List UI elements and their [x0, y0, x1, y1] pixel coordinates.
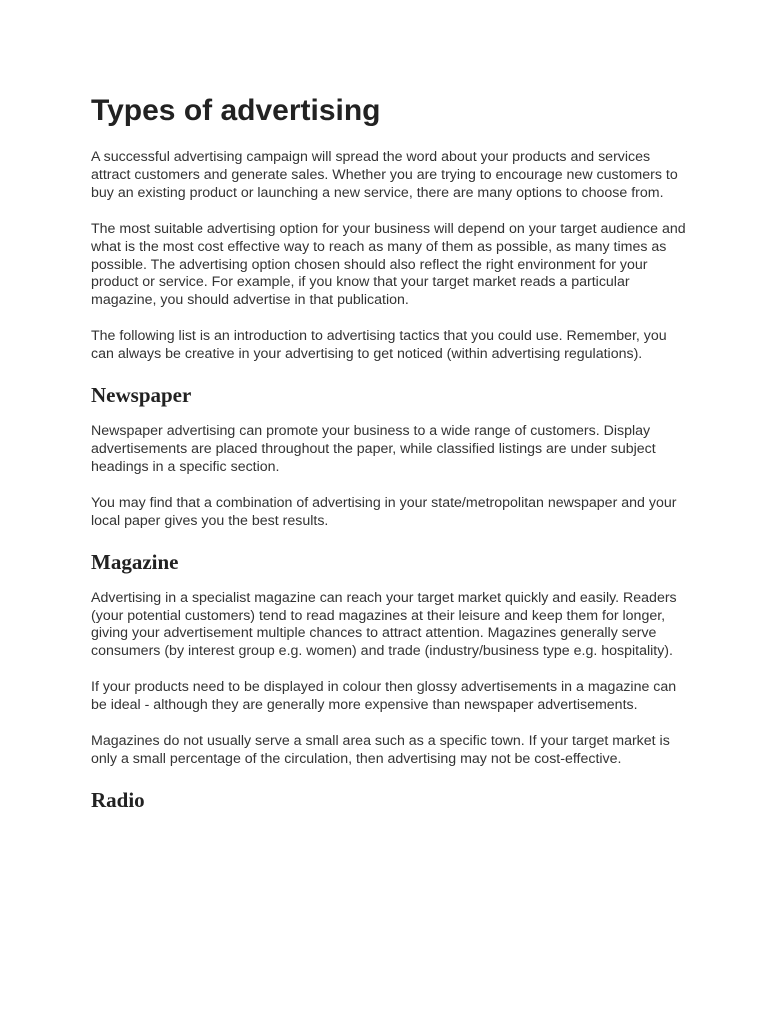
section-heading-newspaper: Newspaper: [91, 383, 192, 408]
intro-paragraph: The most suitable advertising option for your business will depend on your target audience and what is the most cost effective way to reach as many of them as possible, as many times as possible. The advertising option chosen should also reflect the right environment for your product or service. For example, if you know that your target market reads a particular magazine, you should advertise in that publication.: [91, 220, 686, 309]
section-paragraph: If your products need to be displayed in colour then glossy advertisements in a magazine can be ideal - although they are generally more expensive than newspaper advertisements.: [91, 679, 677, 714]
document-page: [91, 93, 691, 813]
intro-paragraph: A successful advertising campaign will spread the word about your products and services attract customers and generate sales. Whether you are trying to encourage new customers to buy an existing product or launching a new service, there are many options to choose from.: [91, 149, 678, 201]
page-title: Types of advertising: [91, 94, 381, 127]
section-paragraph: Advertising in a specialist magazine can reach your target market quickly and easily. Readers (your potential customers) tend to read magazines at their leisure and keep them for longer, giving your advertisement multiple chances to attract attention. Magazines generally serve consumers (by interest group e.g. women) and trade (industry/business type e.g. hospitality).: [91, 589, 677, 660]
section-paragraph: Newspaper advertising can promote your business to a wide range of customers. Display advertisements are placed throughout the paper, while classified listings are under subject headings in a specific section.: [91, 423, 656, 475]
section-heading-radio: Radio: [91, 787, 145, 812]
section-heading-magazine: Magazine: [91, 549, 179, 574]
intro-paragraph: The following list is an introduction to advertising tactics that you could use. Remember, you can always be creative in your advertising to get noticed (within advertising regulations).: [91, 328, 667, 363]
section-paragraph: Magazines do not usually serve a small area such as a specific town. If your target market is only a small percentage of the circulation, then advertising may not be cost-effective.: [91, 733, 670, 767]
section-paragraph: You may find that a combination of advertising in your state/metropolitan newspaper and your local paper gives you the best results.: [91, 494, 677, 529]
